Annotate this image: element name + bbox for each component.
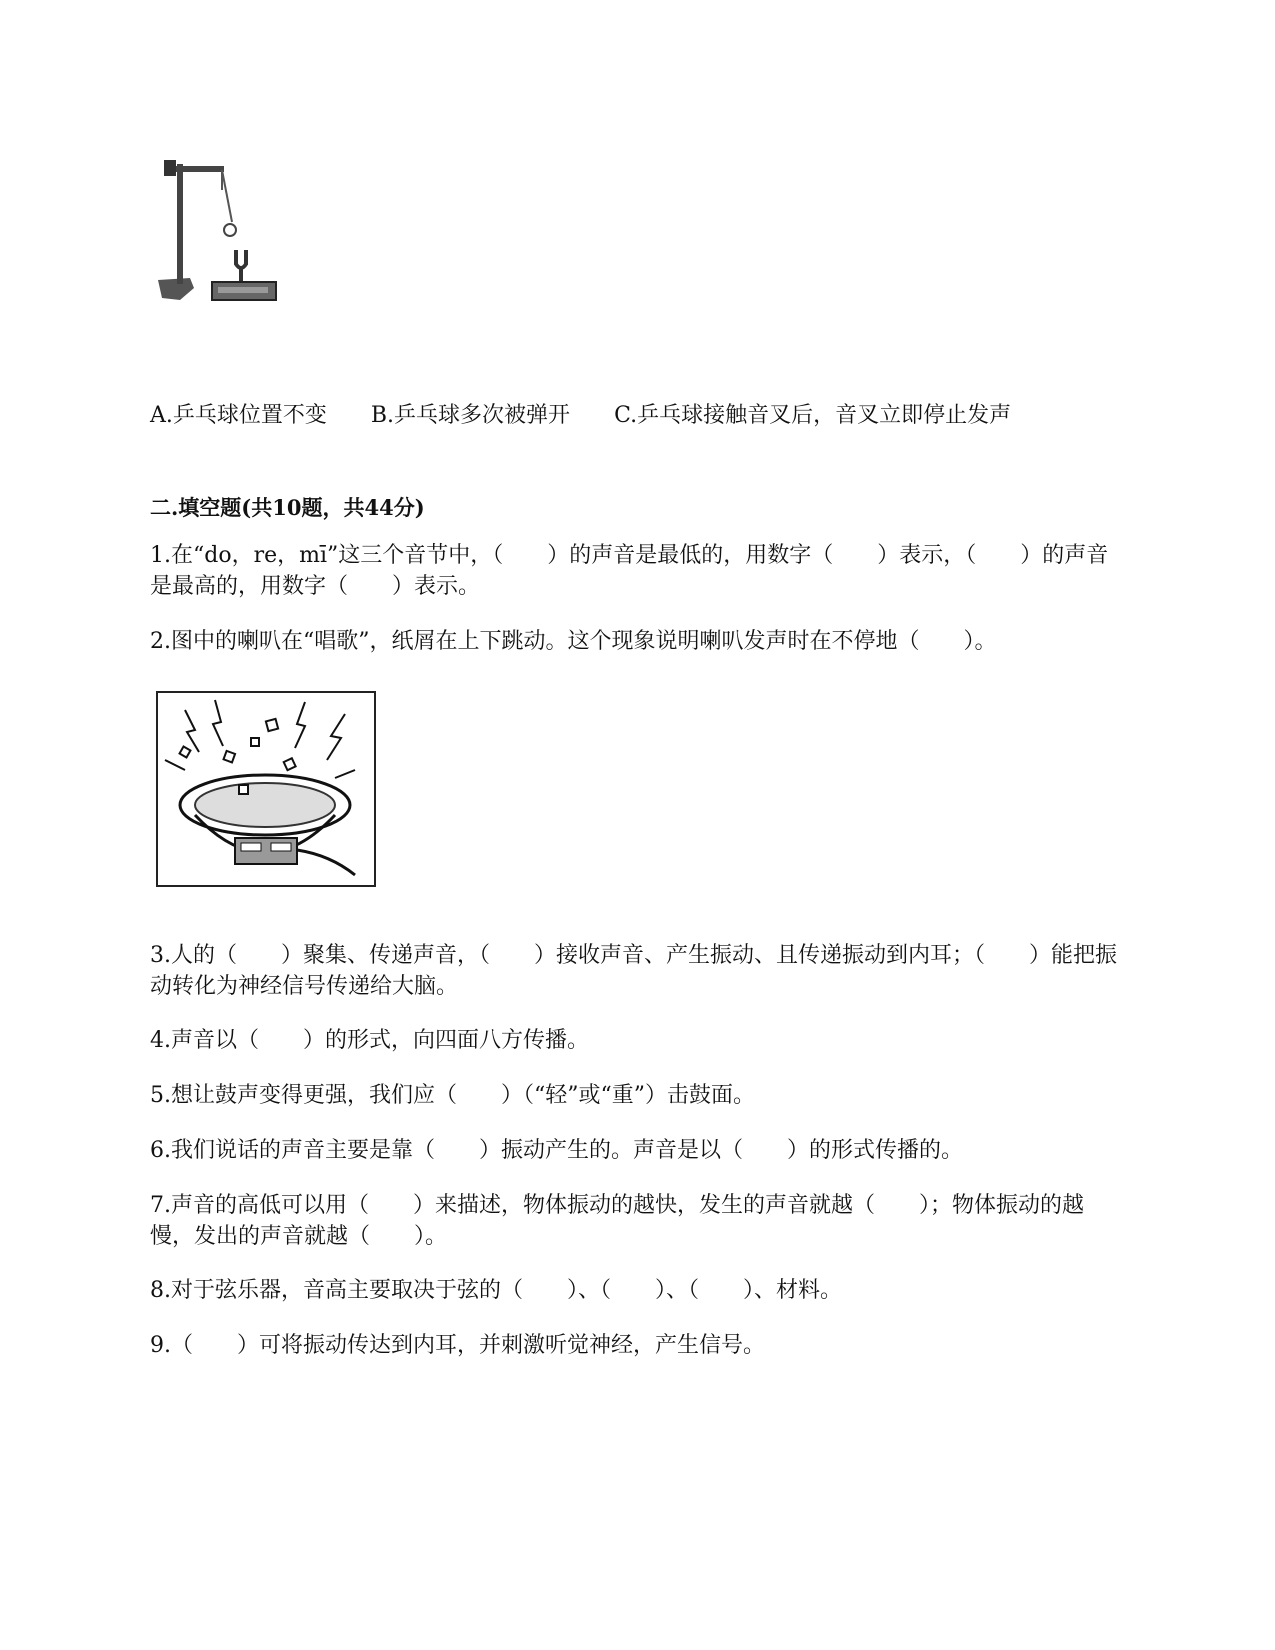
question-3: 3.人的（ ）聚集、传递声音，（ ）接收声音、产生振动、且传递振动到内耳；（ ）能把振动转化为神经信号传递给大脑。 [150,943,1117,999]
question-9: 9.（ ）可将振动传达到内耳，并刺激听觉神经，产生信号。 [150,1333,765,1358]
question-6: 6.我们说话的声音主要是靠（ ）振动产生的。声音是以（ ）的形式传播的。 [150,1138,963,1163]
question-7: 7.声音的高低可以用（ ）来描述，物体振动的越快，发生的声音就越（ ）；物体振动的越慢，发出的声音就越（ ）。 [150,1193,1084,1249]
question-5: 5.想让鼓声变得更强，我们应（ ）（“轻”或“重”）击鼓面。 [150,1083,755,1108]
option-a[interactable]: A.乒乓球位置不变 [150,403,327,428]
question-2: 2.图中的喇叭在“唱歌”，纸屑在上下跳动。这个现象说明喇叭发声时在不停地（ ）。 [150,629,997,654]
section-title: 二.填空题(共10题，共44分) [150,495,425,520]
option-b[interactable]: B.乒乓球多次被弹开 [370,403,571,428]
loudspeaker-figure [155,690,377,888]
tuning-fork-apparatus-icon [150,150,285,320]
question-4: 4.声音以（ ）的形式，向四面八方传播。 [150,1028,589,1053]
tuning-fork-figure [150,150,285,320]
option-c[interactable]: C.乒乓球接触音叉后，音叉立即停止发声 [614,403,1012,428]
options-row [150,398,1011,429]
question-1: 1.在“do，re，mī”这三个音节中，（ ）的声音是最低的，用数字（ ）表示，（ ）的声音是最高的，用数字（ ）表示。 [150,543,1109,599]
loudspeaker-icon [155,690,377,888]
question-8: 8.对于弦乐器，音高主要取决于弦的（ ）、（ ）、（ ）、材料。 [150,1278,842,1303]
